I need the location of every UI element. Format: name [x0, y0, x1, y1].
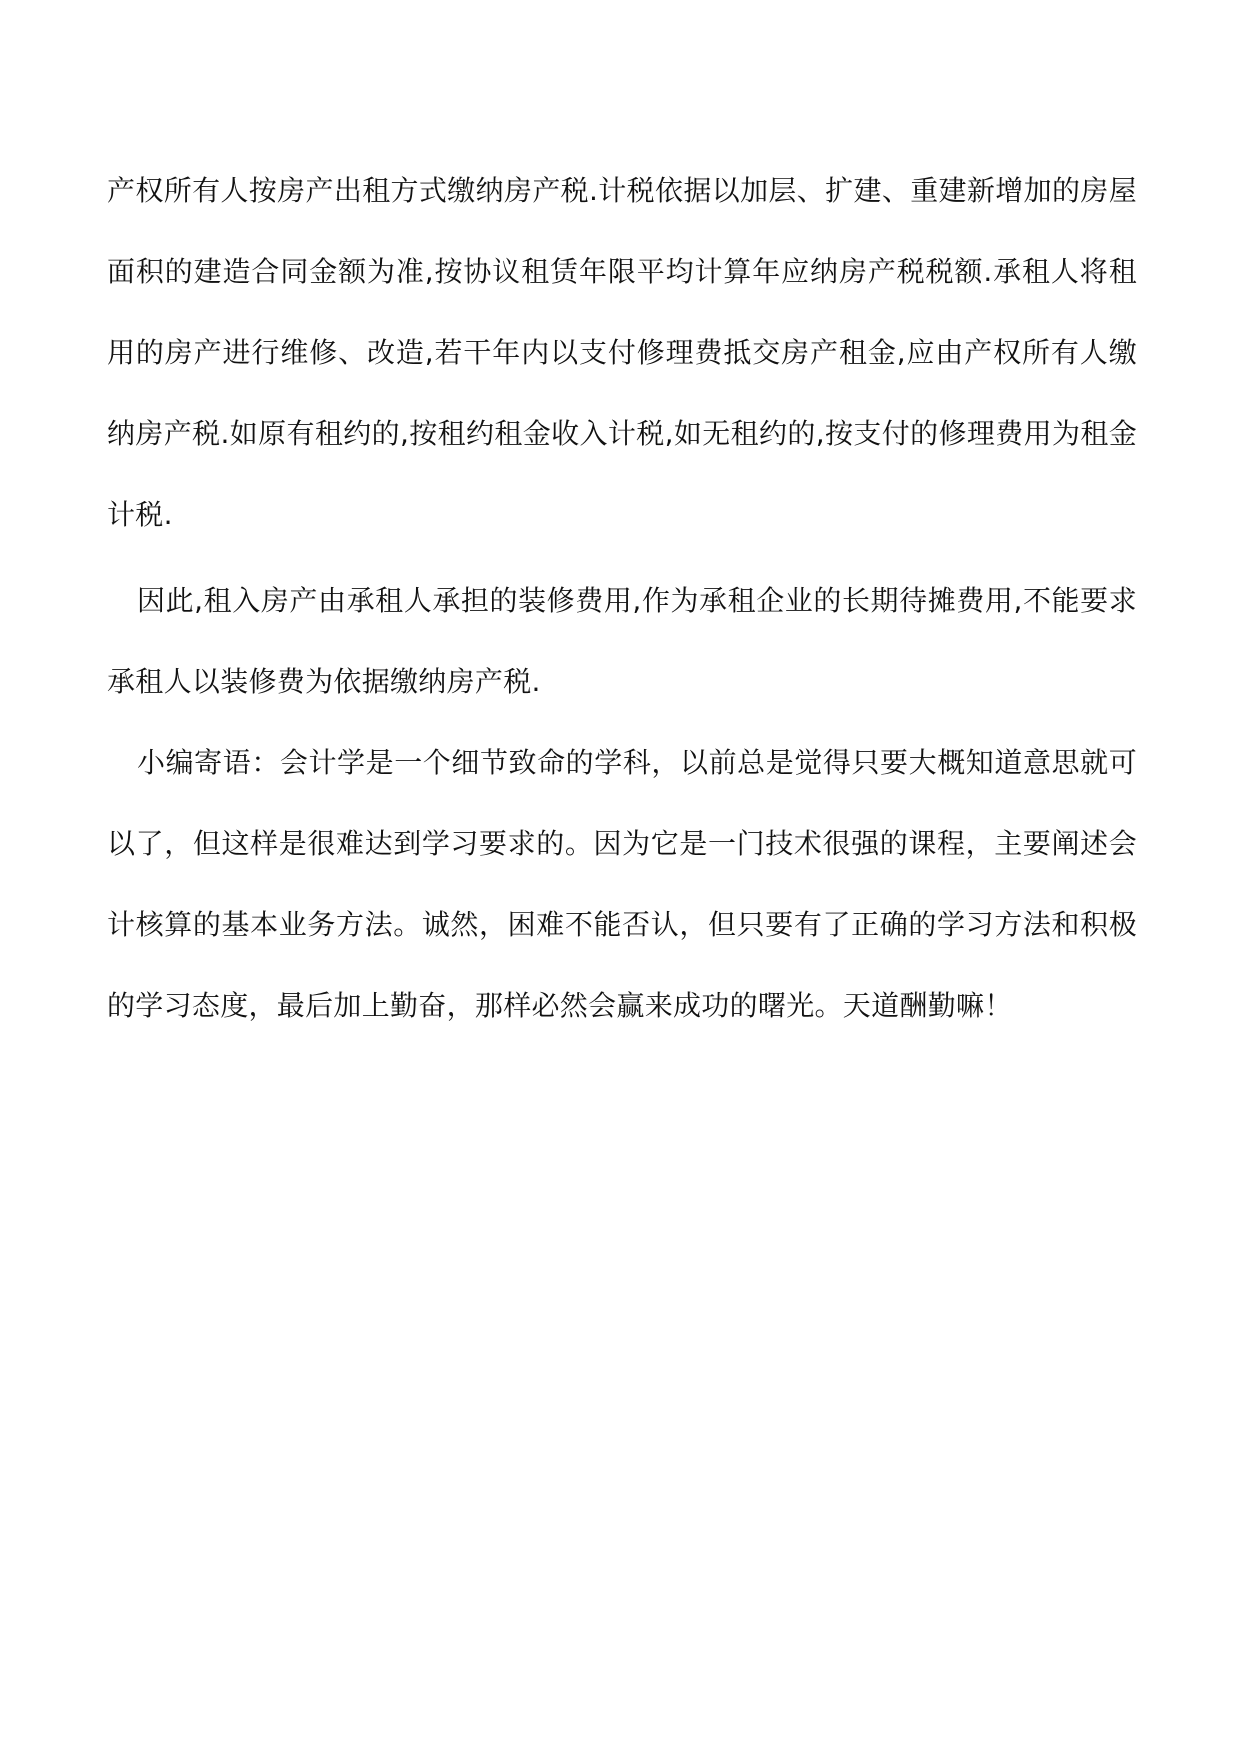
paragraph-conclusion: 因此,租入房产由承租人承担的装修费用,作为承租企业的长期待摊费用,不能要求承租人以装修费为依据缴纳房产税. — [107, 584, 1137, 698]
paragraph-editor-note: 小编寄语：会计学是一个细节致命的学科，以前总是觉得只要大概知道意思就可以了，但这样是很难达到学习要求的。因为它是一门技术很强的课程，主要阐述会计核算的基本业务方法。诚然，困难不能否认，但只要有了正确的学习方法和积极的学习态度，最后加上勤奋，那样必然会赢来成功的曙光。天道酬勤嘛！ — [107, 746, 1137, 1022]
paragraph-property-tax-rules: 产权所有人按房产出租方式缴纳房产税.计税依据以加层、扩建、重建新增加的房屋面积的建造合同金额为准,按协议租赁年限平均计算年应纳房产税税额.承租人将租用的房产进行维修、改造,若干年内以支付修理费抵交房产租金,应由产权所有人缴纳房产税.如原有租约的,按租约租金收入计税,如无租约的,按支付的修理费用为租金计税. — [107, 174, 1137, 531]
